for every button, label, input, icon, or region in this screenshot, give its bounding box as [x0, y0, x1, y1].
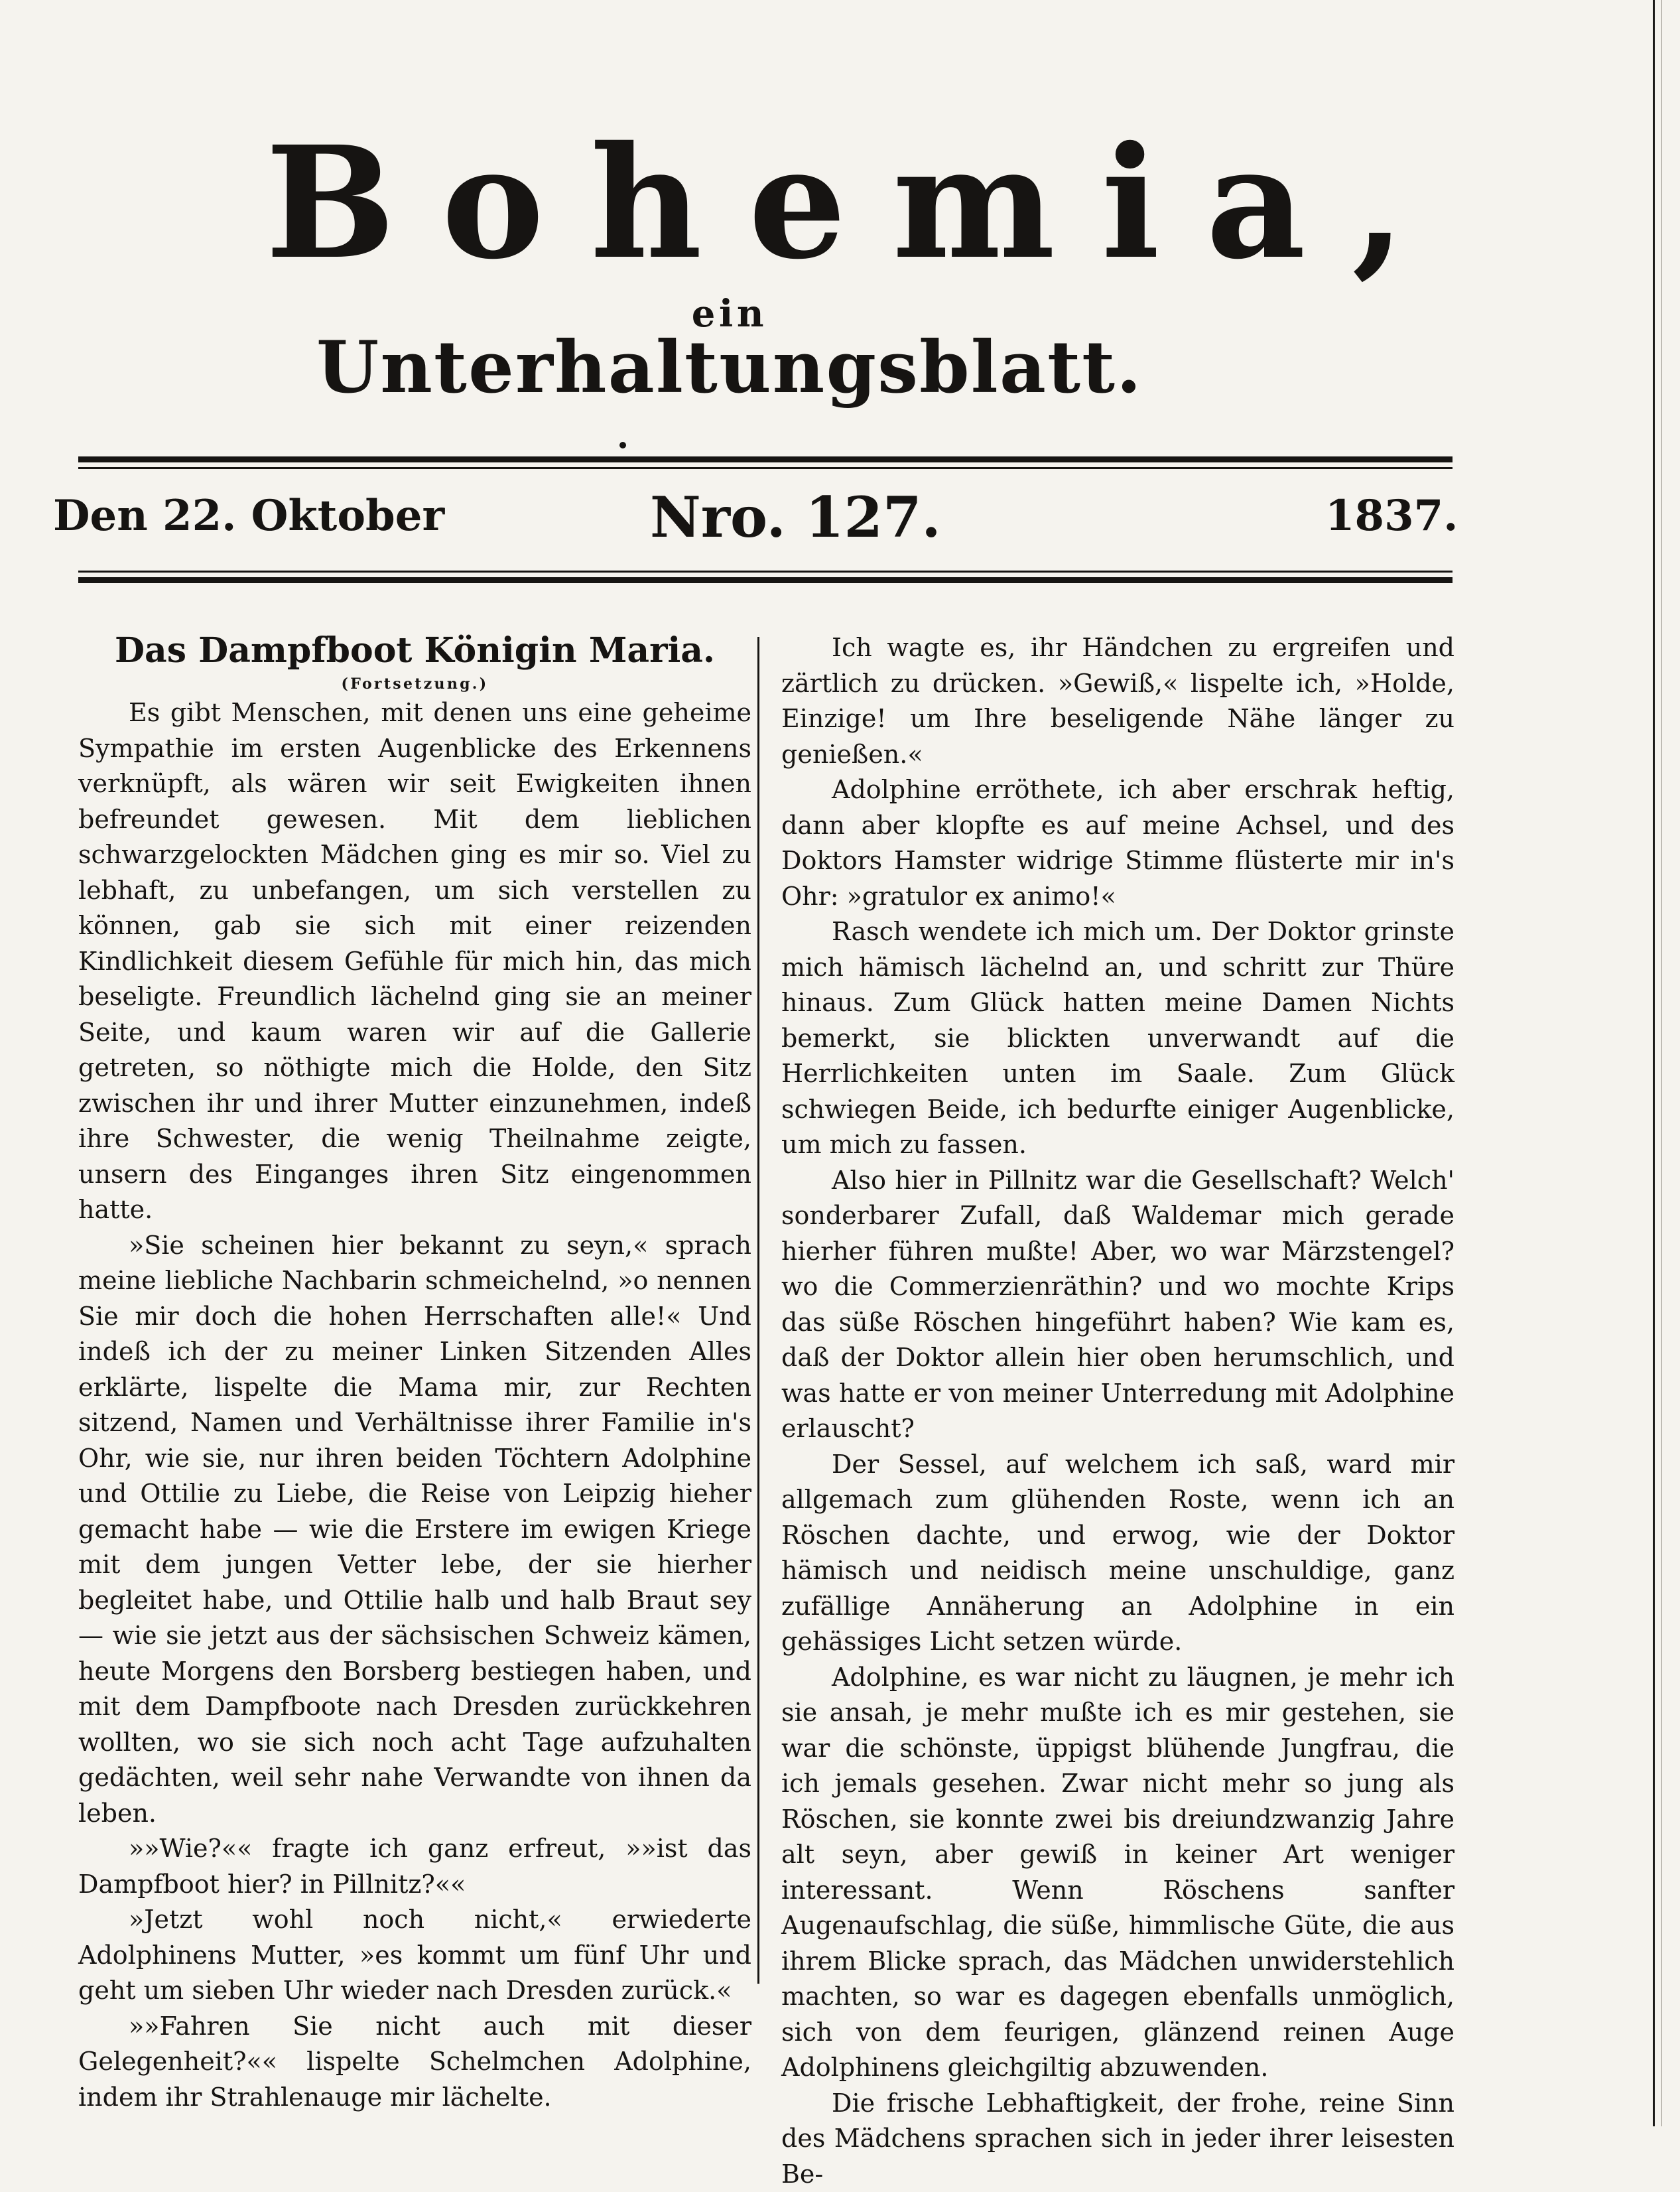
issue-number: Nro. 127.: [650, 490, 941, 545]
paragraph: »»Fahren Sie nicht auch mit dieser Gelegenheit?«« lispelte Schelmchen Adolphine, indem ihr Strahlenauge mir lächelte.: [78, 2009, 751, 2116]
paragraph: Rasch wendete ich mich um. Der Doktor grinste mich hämisch lächelnd an, und schritt zur Thüre hinaus. Zum Glück hatten meine Damen Nichts bemerkt, sie blickten unverwandt auf die Herrlichkeiten unten im Saale. Zum Glück schwiegen Beide, ich bedurfte einiger Augenblicke, um mich zu fassen.: [781, 914, 1454, 1163]
paragraph: Es gibt Menschen, mit denen uns eine geheime Sympathie im ersten Augenblicke des Erkennens verknüpft, als wären wir seit Ewigkeiten ihnen befreundet gewesen. Mit dem lieblichen schwarzgelockten Mädchen ging es mir so. Viel zu lebhaft, zu unbefangen, um sich verstellen zu können, gab sie sich mit einer reizenden Kindlichkeit diesem Gefühle für mich hin, das mich beseligte. Freundlich lächelnd ging sie an meiner Seite, und kaum waren wir auf die Gallerie getreten, so nöthigte mich die Holde, den Sitz zwischen ihr und ihrer Mutter einzunehmen, indeß ihre Schwester, die wenig Theilnahme zeigte, unsern des Einganges ihren Sitz eingenommen hatte.: [78, 695, 751, 1228]
column-right: [781, 630, 1454, 2192]
paragraph: Adolphine, es war nicht zu läugnen, je mehr ich sie ansah, je mehr mußte ich es mir gestehen, sie war die schönste, üppigst blühende Jungfrau, die ich jemals gesehen. Zwar nicht mehr so jung als Röschen, sie konnte zwei bis dreiundzwanzig Jahre alt seyn, aber gewiß in keiner Art weniger interessant. Wenn Röschens sanfter Augenaufschlag, die süße, himmlische Güte, die aus ihrem Blicke sprach, das Mädchen unwiderstehlich machten, so war es dagegen ebenfalls unmöglich, sich von dem feurigen, glänzend reinen Auge Adolphinens gleichgiltig abzuwenden.: [781, 1660, 1454, 2086]
rule-ornament: [619, 442, 626, 448]
dateline-rule-thin: [78, 571, 1453, 573]
paragraph: Ich wagte es, ihr Händchen zu ergreifen und zärtlich zu drücken. »Gewiß,« lispelte ich, »Holde, Einzige! um Ihre beseligende Nähe länger zu genießen.«: [781, 630, 1454, 772]
page-edge-line: [1653, 0, 1655, 2126]
masthead-name: Unterhaltungsblatt.: [0, 332, 1459, 403]
masthead-subtitle: ein: [0, 292, 1459, 336]
page-edge-line-thin: [1661, 0, 1662, 2126]
dateline-rule-thick: [78, 577, 1453, 583]
issue-year: 1837.: [1325, 495, 1458, 537]
masthead-rule-thin: [78, 467, 1453, 469]
paragraph: Der Sessel, auf welchem ich saß, ward mir allgemach zum glühenden Roste, wenn ich an Röschen dachte, und erwog, wie der Doktor hämisch und neidisch meine unschuldige, ganz zufällige Annäherung an Adolphine in ein gehässiges Licht setzen würde.: [781, 1447, 1454, 1660]
paragraph: Also hier in Pillnitz war die Gesellschaft? Welch' sonderbarer Zufall, daß Waldemar mich gerade hierher führen mußte! Aber, wo war Märzstengel? wo die Commerzienräthin? und wo mochte Krips das süße Röschen hingeführt haben? Wie kam es, daß der Doktor allein hier oben herumschlich, und was hatte er von meiner Unterredung mit Adolphine erlauscht?: [781, 1163, 1454, 1447]
article-title: Das Dampfboot Königin Maria.: [78, 630, 751, 671]
masthead-title: Bohemia,: [265, 126, 1326, 280]
paragraph: »»Wie?«« fragte ich ganz erfreut, »»ist das Dampfboot hier? in Pillnitz?««: [78, 1831, 751, 1902]
issue-date: Den 22. Oktober: [53, 495, 444, 537]
column-left: [78, 630, 751, 2115]
column-divider: [757, 637, 759, 1984]
article-continuation: (Fortsetzung.): [78, 675, 751, 693]
paragraph: Die frische Lebhaftigkeit, der frohe, reine Sinn des Mädchens sprachen sich in jeder ihrer leisesten Be-: [781, 2086, 1454, 2192]
masthead-rule-thick: [78, 456, 1453, 462]
paragraph: »Jetzt wohl noch nicht,« erwiederte Adolphinens Mutter, »es kommt um fünf Uhr und geht um sieben Uhr wieder nach Dresden zurück.«: [78, 1902, 751, 2009]
paragraph: Adolphine erröthete, ich aber erschrak heftig, dann aber klopfte es auf meine Achsel, und des Doktors Hamster widrige Stimme flüsterte mir in's Ohr: »gratulor ex animo!«: [781, 772, 1454, 914]
paragraph: »Sie scheinen hier bekannt zu seyn,« sprach meine liebliche Nachbarin schmeichelnd, »o nennen Sie mir doch die hohen Herrschaften alle!« Und indeß ich der zu meiner Linken Sitzenden Alles erklärte, lispelte die Mama mir, zur Rechten sitzend, Namen und Verhältnisse ihrer Familie in's Ohr, wie sie, nur ihren beiden Töchtern Adolphine und Ottilie zu Liebe, die Reise von Leipzig hieher gemacht habe — wie die Erstere im ewigen Kriege mit dem jungen Vetter lebe, der sie hierher begleitet habe, und Ottilie halb und halb Braut sey — wie sie jetzt aus der sächsischen Schweiz kämen, heute Morgens den Borsberg bestiegen haben, und mit dem Dampfboote nach Dresden zurückkehren wollten, wo sie sich noch acht Tage aufzuhalten gedächten, weil sehr nahe Verwandte von ihnen da leben.: [78, 1228, 751, 1832]
